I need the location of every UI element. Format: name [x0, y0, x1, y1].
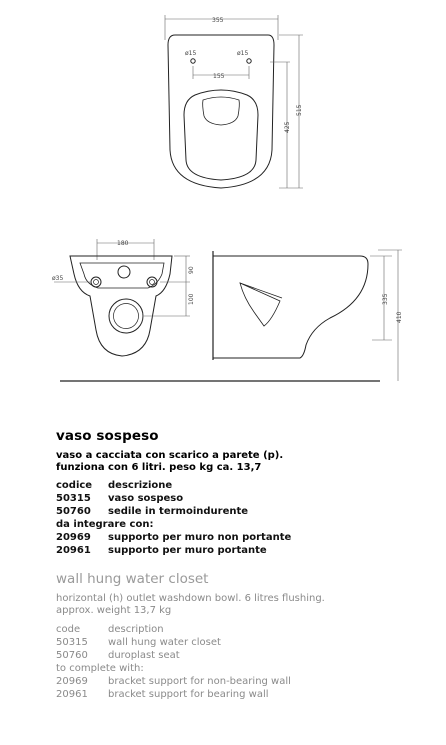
italian-header-desc: descrizione [108, 480, 173, 491]
italian-header-code: codice [56, 480, 93, 491]
italian-integrate-label: da integrare con: [56, 519, 154, 530]
item-desc: vaso sospeso [108, 493, 184, 504]
support-desc: supporto per muro portante [108, 545, 267, 556]
english-support-row [56, 689, 269, 701]
dim-hole-right: ø15 [237, 50, 249, 57]
english-item-row [56, 650, 180, 662]
italian-desc-line2: funziona con 6 litri. peso kg ca. 13,7 [56, 461, 262, 473]
english-header-desc: description [108, 624, 164, 635]
bowl-outline-front [70, 256, 172, 356]
dim-front-h1: 90 [188, 266, 195, 274]
english-header-code: code [56, 624, 81, 635]
dim-depth-total: 515 [296, 104, 303, 116]
bolt-hole-left [91, 277, 101, 287]
english-support-row [56, 676, 291, 688]
dim-front-width: 180 [117, 240, 129, 247]
item-code: 50760 [56, 650, 88, 661]
item-code: 50760 [56, 506, 91, 517]
item-code: 50315 [56, 493, 91, 504]
bowl-outline-side [213, 256, 368, 358]
dim-side-h2: 410 [396, 311, 403, 323]
english-desc-line2: approx. weight 13,7 kg [56, 605, 172, 616]
english-item-row [56, 637, 221, 649]
side-view [213, 250, 402, 381]
english-header-row [56, 624, 164, 636]
front-view [54, 239, 190, 356]
italian-item-row [56, 506, 248, 518]
support-desc: bracket support for non-bearing wall [108, 676, 291, 687]
bolt-hole-right [147, 277, 157, 287]
seat-inner-top [184, 90, 258, 180]
english-description [56, 593, 325, 617]
dim-hole-spacing: 155 [213, 73, 225, 80]
support-desc: bracket support for bearing wall [108, 689, 269, 700]
item-code: 50315 [56, 637, 88, 648]
italian-support-row [56, 545, 267, 557]
support-code: 20969 [56, 532, 91, 543]
italian-title: vaso sospeso [56, 428, 159, 444]
italian-description [56, 450, 283, 473]
mount-hole-left [191, 59, 195, 63]
support-code: 20969 [56, 676, 88, 687]
item-desc: duroplast seat [108, 650, 180, 661]
dim-top-width: 355 [212, 17, 224, 24]
italian-header-row [56, 480, 172, 492]
dim-front-h2: 100 [188, 293, 195, 305]
italian-support-row [56, 532, 291, 544]
italian-desc-line1: vaso a cacciata con scarico a parete (p). [56, 450, 284, 461]
italian-item-row [56, 493, 183, 505]
english-title: wall hung water closet [56, 571, 209, 587]
english-complete-label: to complete with: [56, 663, 144, 674]
top-view [165, 15, 303, 188]
dim-front-hole: ø35 [52, 275, 64, 282]
inlet-hole-front [118, 266, 130, 278]
water-area-top [203, 97, 240, 125]
support-desc: supporto per muro non portante [108, 532, 292, 543]
english-desc-line1: horizontal (h) outlet washdown bowl. 6 litres flushing. [56, 593, 325, 604]
outlet-hole-front [109, 299, 143, 333]
dim-hole-left: ø15 [185, 50, 197, 57]
support-code: 20961 [56, 545, 91, 556]
item-desc: wall hung water closet [108, 637, 221, 648]
item-desc: sedile in termoindurente [108, 506, 249, 517]
dim-depth-inner: 425 [284, 121, 291, 133]
support-code: 20961 [56, 689, 88, 700]
mount-hole-right [247, 59, 251, 63]
dim-side-h1: 335 [382, 293, 389, 305]
